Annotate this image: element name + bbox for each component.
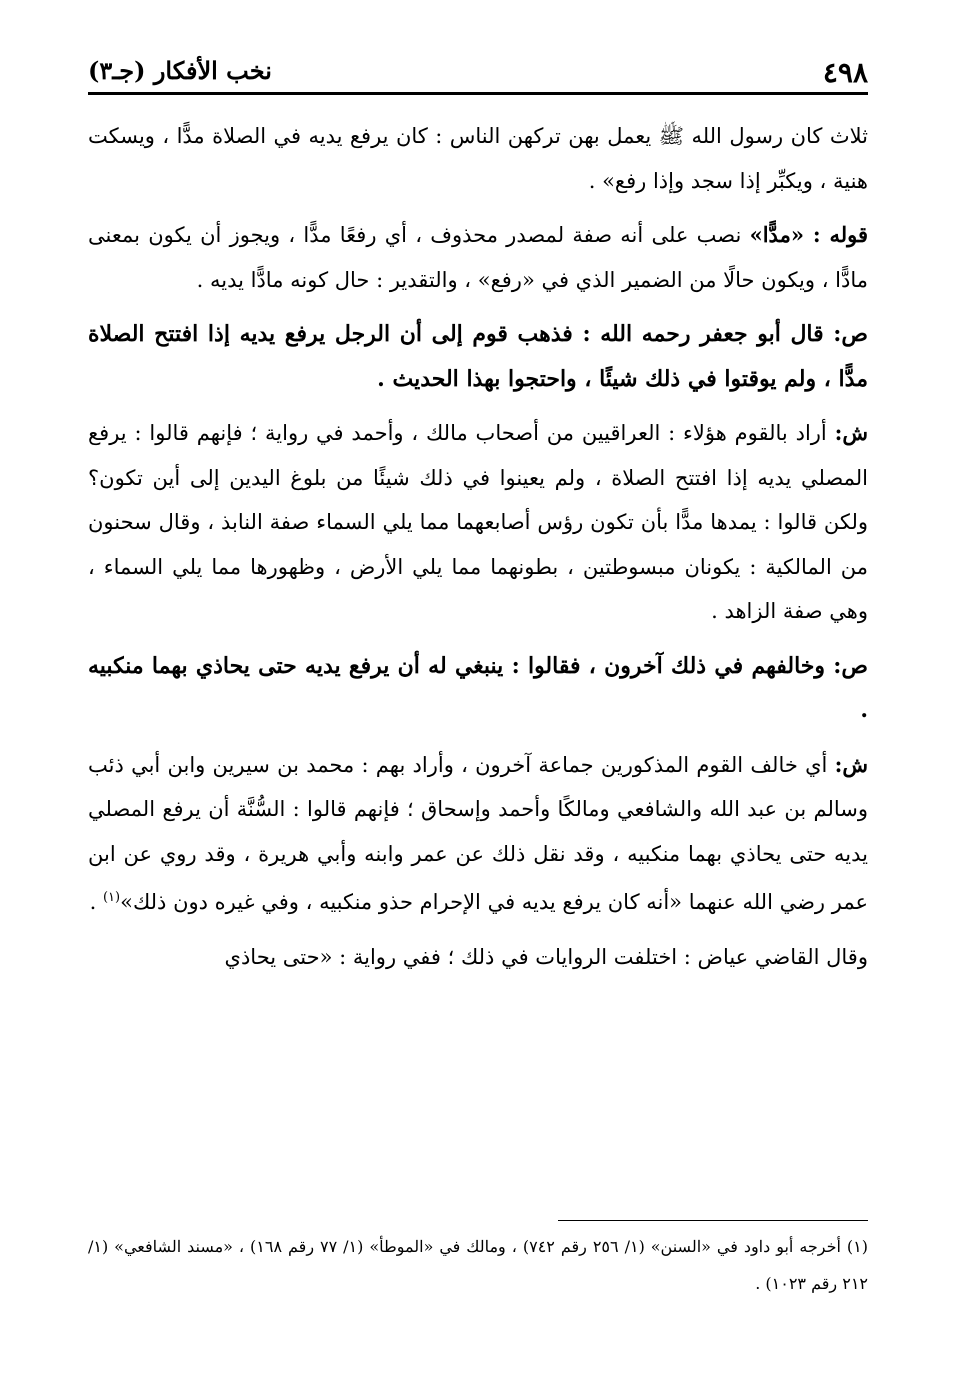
footnote: (١) أخرجه أبو داود في «السنن» (١/ ٢٥٦ رقم ٧٤٢) ، ومالك في «الموطأ» (١/ ٧٧ رقم ١٦٨) ، «مسند الشافعي» (١/ ٢١٢ رقم ١٠٢٣) . <box>88 1237 869 1293</box>
paragraph-text: أي خالف القوم المذكورين جماعة آخرون ، وأراد بهم : محمد بن سيرين وابن أبي ذئب وسالم بن عبد الله والشافعي ومالكًا وأحمد وإسحاق ؛ فإنهم قالوا : السُّنَّة أن يرفع المصلي يديه حتى يحاذي بهما منكبيه ، وقد نقل ذلك عن عمر وابنه وأبي هريرة ، وقد روي عن ابن عمر رضي الله عنهما «أنه كان يرفع يديه في الإحرام حذو منكبيه ، وفي غيره دون ذلك» <box>88 752 868 914</box>
matn-paragraph <box>88 312 868 401</box>
footnote-reference[interactable]: (١) <box>102 890 121 905</box>
footnote-divider <box>558 1220 868 1221</box>
paragraph-lead: ش: <box>834 420 868 445</box>
page-number: ٤٩٨ <box>822 56 868 89</box>
paragraph-text: نصب على أنه صفة لمصدر محذوف ، أي رفعًا مدًّا ، ويجوز أن يكون بمعنى مادًّا ، ويكون حالًا من الضمير الذي في «رفع» ، والتقدير : حال كونه مادًّا يديه . <box>88 223 868 292</box>
paragraph-text: ثلاث كان رسول الله ﷺ يعمل بهن تركهن الناس : كان يرفع يديه في الصلاة مدًّا ، ويسكت هنية ، ويكبِّر إذا سجد وإذا رفع» . <box>88 124 868 193</box>
matn-paragraph <box>88 644 868 733</box>
header-divider <box>88 92 868 95</box>
page-body <box>88 114 868 989</box>
paragraph-lead: ش: <box>834 751 868 777</box>
paragraph-text-end: . <box>89 890 103 914</box>
paragraph-text: وقال القاضي عياض : اختلفت الروايات في ذلك ؛ ففي رواية : «حتى يحاذي <box>224 944 868 969</box>
page-header <box>88 52 868 92</box>
paragraph-text: أراد بالقوم هؤلاء : العراقيين من أصحاب مالك ، وأحمد في رواية ؛ فإنهم قالوا : يرفع المصلي يديه إذا افتتح الصلاة ، ولم يعينوا في ذلك شيئًا من بلوغ اليدين إلى أين تكون؟ ولكن قالوا : يمدها مدًّا بأن تكون رؤس أصابعهما مما يلي السماء صفة النابذ ، وقال سحنون من المالكية : يكونان مبسوطتين ، بطونهما مما يلي الأرض ، وظهورها مما يلي السماء ، وهي صفة الزاهد . <box>88 421 868 623</box>
sharh-paragraph <box>88 743 868 925</box>
paragraph-lead: ص: <box>833 321 868 347</box>
paragraph-text: وخالفهم في ذلك آخرون ، فقالوا : ينبغي له أن يرفع يديه حتى يحاذي بهما منكبيه . <box>88 652 868 723</box>
paragraph-lead: قوله : «مدًّا» <box>749 222 868 247</box>
paragraph <box>88 935 868 980</box>
paragraph-lead: ص: <box>833 652 868 679</box>
footnotes <box>88 1228 868 1302</box>
paragraph <box>88 213 868 302</box>
sharh-paragraph <box>88 411 868 634</box>
paragraph-text: قال أبو جعفر رحمه الله : فذهب قوم إلى أن الرجل يرفع يديه إذا افتتح الصلاة مدًّا ، ولم يوقتوا في ذلك شيئًا ، واحتجوا بهذا الحديث . <box>88 321 868 392</box>
paragraph <box>88 114 868 203</box>
book-title: نخب الأفكار (جـ٣) <box>88 56 272 85</box>
